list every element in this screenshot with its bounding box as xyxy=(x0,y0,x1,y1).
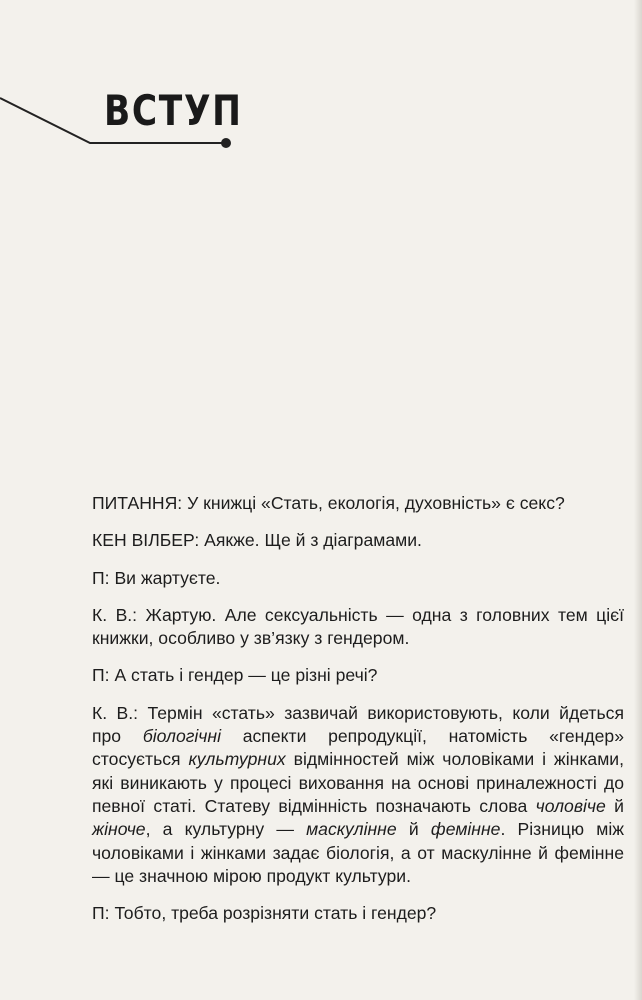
paragraph-text: У книжці «Стать, екологія, духовність» є секс? xyxy=(187,493,565,513)
paragraph-answer-2 xyxy=(92,604,624,651)
dialogue-text xyxy=(92,492,624,939)
paragraph-text: Тобто, треба розрізняти стать і гендер? xyxy=(114,903,437,924)
paragraph-question-4 xyxy=(92,902,624,925)
paragraph-text: . Різницю між чоловіками і жінками задає біологія, а от маскулінне й фемінне — це значною мірою продукт культури. xyxy=(92,819,625,886)
paragraph-text: й xyxy=(408,819,419,840)
chapter-title: ВСТУП xyxy=(104,86,243,135)
paragraph-question-1 xyxy=(92,492,624,515)
paragraph-question-2 xyxy=(92,567,624,590)
speaker-label: П: xyxy=(92,567,110,588)
speaker-label: КЕН ВІЛБЕР: xyxy=(92,530,200,551)
speaker-label: П: xyxy=(92,903,110,924)
paragraph-text: , а культурну — xyxy=(145,819,294,840)
paragraph-text: й xyxy=(614,795,624,816)
paragraph-question-3 xyxy=(92,664,624,687)
emphasis-text: жіноче xyxy=(92,819,146,840)
speaker-label: П: xyxy=(92,665,110,686)
paragraph-answer-1 xyxy=(92,529,624,552)
speaker-label: К. В.: xyxy=(92,702,139,723)
paragraph-text: А стать і гендер — це різні речі? xyxy=(114,665,378,686)
paragraph-text: аспекти репродукції, натомість «гендер» стосується xyxy=(92,726,624,770)
paragraph-text: Термін «стать» зазвичай використовують, коли йдеться про xyxy=(92,702,624,747)
emphasis-text: культурних xyxy=(188,749,286,770)
paragraph-text: Аякже. Ще й з діаграмами. xyxy=(204,530,422,551)
page-edge xyxy=(634,0,642,1000)
emphasis-text: фемінне xyxy=(430,819,501,840)
chapter-ornament xyxy=(0,0,260,170)
emphasis-text: чоловіче xyxy=(535,795,606,816)
speaker-label: К. В.: xyxy=(92,604,138,625)
paragraph-text: Ви жартуєте. xyxy=(114,567,221,588)
paragraph-answer-3 xyxy=(92,702,624,888)
paragraph-text: відмінностей між чоловіками і жінками, які виникають у процесі виховання на основі приналежності до певної статі. Статеву відмінність позначають слова xyxy=(92,749,625,816)
paragraph-text: Жартую. Але сексуальність — одна з головних тем цієї книжки, особливо у зв’язку з гендером. xyxy=(92,604,624,649)
emphasis-text: маскулінне xyxy=(306,819,397,840)
emphasis-text: біологічні xyxy=(142,726,222,747)
speaker-label: ПИТАННЯ: xyxy=(92,493,183,513)
